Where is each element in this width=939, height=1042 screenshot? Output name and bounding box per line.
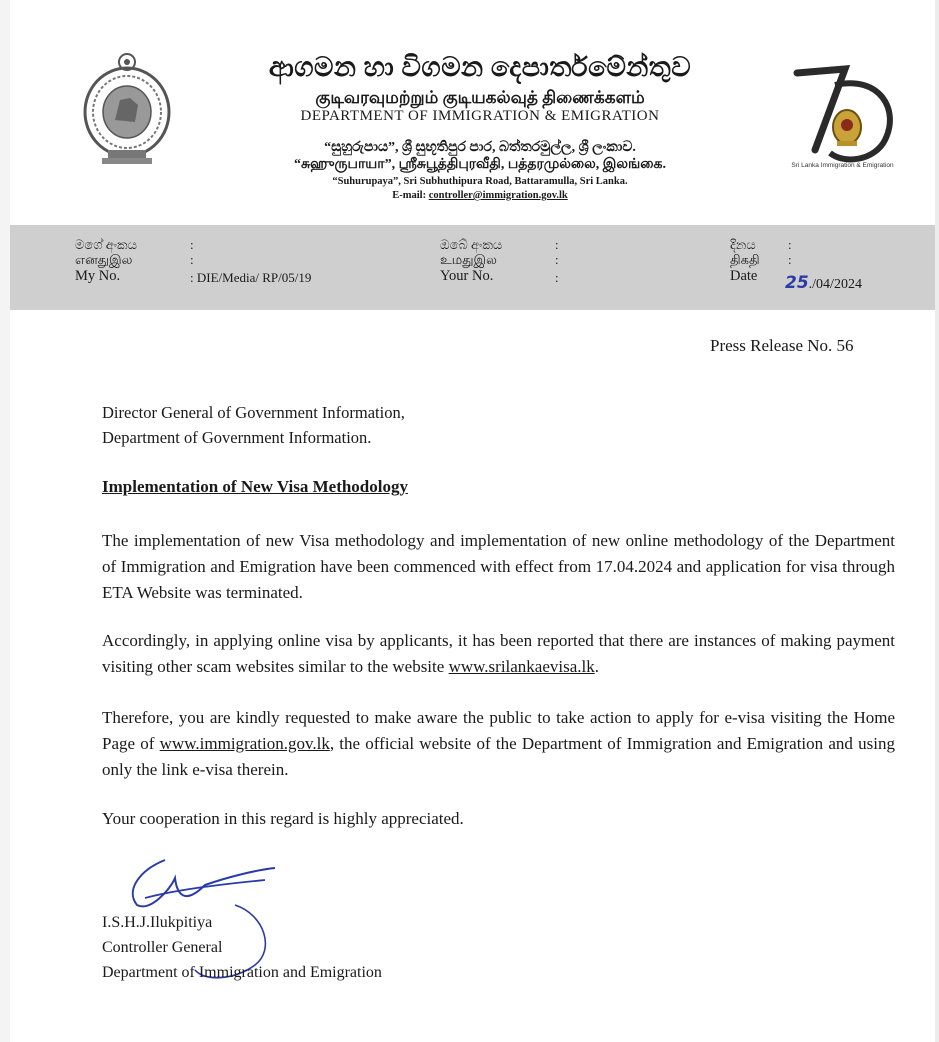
srilankaevisa-link[interactable]: www.srilankaevisa.lk <box>448 657 595 676</box>
header-title-english: DEPARTMENT OF IMMIGRATION & EMIGRATION <box>300 108 660 124</box>
my-no-label: මගේ අංකය எனதுஇல My No. <box>75 237 137 284</box>
email-line <box>200 190 760 201</box>
paragraph-2: Accordingly, in applying online visa by applicants, it has been reported that there are instances of making payment visiting other scam websites similar to the website www.srilankaevisa.lk. <box>102 631 895 676</box>
page-edge-shadow <box>935 0 939 1042</box>
your-no-value: : <box>555 270 559 285</box>
press-release-number: Press Release No. 56 <box>710 336 854 355</box>
email-label: E-mail: <box>392 190 427 201</box>
document-page <box>10 0 935 1042</box>
signatory-department: Department of Immigration and Emigration <box>102 964 382 981</box>
subject-heading: Implementation of New Visa Methodology <box>102 477 408 496</box>
header-title-tamil: குடிவரவுமற்றும் குடியகல்வுத் திணைக்களம் <box>315 88 645 107</box>
address-sinhala: “සුහුරුපාය”, ශ්‍රී සුභූතිපුර පාර, බත්තරමුල්ල, ශ්‍රී ලංකාව. <box>324 140 636 155</box>
logo-caption: Sri Lanka Immigration & Emigration <box>791 162 894 169</box>
my-no-colons: : : <box>190 237 194 267</box>
date-month-year: ./04/2024 <box>808 277 862 292</box>
recipient-line-1: Director General of Government Information, <box>102 403 405 422</box>
sri-lanka-emblem-icon <box>80 50 175 168</box>
recipient-line-2: Department of Government Information. <box>102 428 372 447</box>
my-no-value: : DIE/Media/ RP/05/19 <box>190 270 312 285</box>
signature-block <box>102 910 382 985</box>
reference-band <box>10 225 935 310</box>
header-title-sinhala: ආගමන හා විගමන දෙපාර්තමේන්තුව <box>268 52 692 82</box>
paragraph-3: Therefore, you are kindly requested to make aware the public to take action to apply for e-visa visiting the Home Page of www.immigration.gov.lk, the official website of the Department of Immigration and Emigration and using only the link e-visa therein. <box>102 708 895 779</box>
your-no-label: ඔබේ අංකය உமதுஇல Your No. <box>440 237 503 284</box>
date-day-handwritten: 25 <box>785 273 809 293</box>
email-link[interactable]: controller@immigration.gov.lk <box>428 190 568 201</box>
address-english: “Suhurupaya”, Sri Subhuthipura Road, Battaramulla, Sri Lanka. <box>332 176 628 187</box>
paragraph-4: Your cooperation in this regard is highly appreciated. <box>102 809 464 828</box>
date-label: දිනය திகதி Date <box>730 237 760 284</box>
anniversary-75-logo-icon <box>775 55 915 170</box>
address-tamil: “சுஹுருபாயா”, ஸ்ரீசுபூத்திபுரவீதி, பத்தரமுல்லை, இலங்கை. <box>293 157 666 172</box>
date-value <box>785 273 862 293</box>
your-no-colons: : : <box>555 237 559 267</box>
date-colons: : : <box>788 237 792 267</box>
recipient-block <box>102 400 405 450</box>
signatory-title: Controller General <box>102 939 223 956</box>
signatory-name: I.S.H.J.Ilukpitiya <box>102 914 213 931</box>
paragraph-1: The implementation of new Visa methodology and implementation of new online methodology of the Department of Immigration and Emigration have been commenced with effect from 17.04.2024 and application for visa through ETA Website was terminated. <box>102 531 895 602</box>
immigration-gov-link[interactable]: www.immigration.gov.lk <box>159 734 330 753</box>
